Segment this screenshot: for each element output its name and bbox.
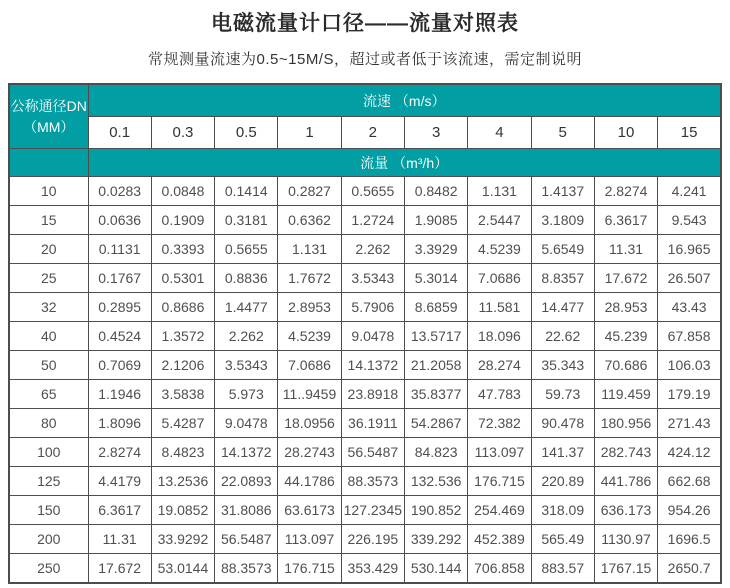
dn-value-cell: 125 (9, 467, 88, 496)
flow-value-cell: 88.3573 (341, 467, 404, 496)
flow-value-cell: 35.8377 (404, 380, 467, 409)
flow-value-cell: 318.09 (531, 496, 594, 525)
flow-value-cell: 2.8274 (594, 177, 657, 206)
flow-value-cell: 1.4137 (531, 177, 594, 206)
flow-value-cell: 28.274 (468, 351, 531, 380)
flow-value-cell: 9.543 (658, 206, 721, 235)
table-row (9, 322, 721, 351)
flow-value-cell: 0.3393 (151, 235, 214, 264)
flow-value-cell: 3.5838 (151, 380, 214, 409)
flow-value-cell: 113.097 (468, 438, 531, 467)
flow-value-cell: 23.8918 (341, 380, 404, 409)
flow-header-row (9, 149, 721, 177)
flow-value-cell: 1767.15 (594, 554, 657, 584)
flow-value-cell: 43.43 (658, 293, 721, 322)
dn-value-cell: 65 (9, 380, 88, 409)
dn-value-cell: 15 (9, 206, 88, 235)
flow-value-cell: 19.0852 (151, 496, 214, 525)
flow-value-cell: 1.8096 (88, 409, 151, 438)
table-row (9, 438, 721, 467)
flow-value-cell: 2.8953 (278, 293, 341, 322)
flow-value-cell: 0.0636 (88, 206, 151, 235)
flow-value-cell: 0.3181 (215, 206, 278, 235)
flow-value-cell: 3.1809 (531, 206, 594, 235)
flow-value-cell: 636.173 (594, 496, 657, 525)
flow-value-cell: 3.5343 (341, 264, 404, 293)
dn-value-cell: 50 (9, 351, 88, 380)
dn-value-cell: 40 (9, 322, 88, 351)
flow-value-cell: 44.1786 (278, 467, 341, 496)
flow-value-cell: 67.858 (658, 322, 721, 351)
flow-value-cell: 5.7906 (341, 293, 404, 322)
table-row (9, 351, 721, 380)
flow-value-cell: 28.2743 (278, 438, 341, 467)
flow-value-cell: 176.715 (278, 554, 341, 584)
flow-value-cell: 2.1206 (151, 351, 214, 380)
flow-value-cell: 0.1414 (215, 177, 278, 206)
flow-value-cell: 2.5447 (468, 206, 531, 235)
flow-value-cell: 0.5655 (215, 235, 278, 264)
flow-value-cell: 1.4477 (215, 293, 278, 322)
flow-value-cell: 5.6549 (531, 235, 594, 264)
flow-value-cell: 0.2895 (88, 293, 151, 322)
flow-value-cell: 141.37 (531, 438, 594, 467)
flow-value-cell: 190.852 (404, 496, 467, 525)
flow-header-spacer-cell (9, 149, 88, 177)
flow-value-cell: 5.3014 (404, 264, 467, 293)
flow-value-cell: 17.672 (88, 554, 151, 584)
dn-value-cell: 150 (9, 496, 88, 525)
velocity-value-cell: 15 (658, 117, 721, 149)
flow-value-cell: 88.3573 (215, 554, 278, 584)
flow-value-cell: 8.6859 (404, 293, 467, 322)
flow-value-cell: 132.536 (404, 467, 467, 496)
flow-value-cell: 0.5301 (151, 264, 214, 293)
flow-value-cell: 0.6362 (278, 206, 341, 235)
flow-value-cell: 0.8686 (151, 293, 214, 322)
flow-value-cell: 4.5239 (468, 235, 531, 264)
flow-value-cell: 53.0144 (151, 554, 214, 584)
flow-value-cell: 8.8357 (531, 264, 594, 293)
flow-value-cell: 11.581 (468, 293, 531, 322)
flow-value-cell: 954.26 (658, 496, 721, 525)
table-row (9, 525, 721, 554)
flow-value-cell: 0.0283 (88, 177, 151, 206)
flow-value-cell: 13.2536 (151, 467, 214, 496)
flow-value-cell: 1.3572 (151, 322, 214, 351)
table-row (9, 496, 721, 525)
flow-value-cell: 33.9292 (151, 525, 214, 554)
flow-value-cell: 54.2867 (404, 409, 467, 438)
flow-value-cell: 7.0686 (278, 351, 341, 380)
flow-value-cell: 84.823 (404, 438, 467, 467)
flow-value-cell: 339.292 (404, 525, 467, 554)
flow-value-cell: 127.2345 (341, 496, 404, 525)
flow-value-cell: 353.429 (341, 554, 404, 584)
table-row (9, 293, 721, 322)
dn-value-cell: 200 (9, 525, 88, 554)
velocity-header-cell: 流速 （m/s） (88, 84, 721, 117)
flow-value-cell: 14.477 (531, 293, 594, 322)
flow-value-cell: 179.19 (658, 380, 721, 409)
dn-value-cell: 250 (9, 554, 88, 584)
flow-value-cell: 59.73 (531, 380, 594, 409)
flow-value-cell: 56.5487 (341, 438, 404, 467)
dn-value-cell: 32 (9, 293, 88, 322)
flow-value-cell: 282.743 (594, 438, 657, 467)
flow-value-cell: 3.5343 (215, 351, 278, 380)
flow-value-cell: 176.715 (468, 467, 531, 496)
flow-value-cell: 254.469 (468, 496, 531, 525)
flow-value-cell: 6.3617 (88, 496, 151, 525)
velocity-value-cell: 0.5 (215, 117, 278, 149)
table-row (9, 235, 721, 264)
flow-value-cell: 9.0478 (215, 409, 278, 438)
flow-value-cell: 35.343 (531, 351, 594, 380)
flow-value-cell: 662.68 (658, 467, 721, 496)
flow-value-cell: 530.144 (404, 554, 467, 584)
flow-value-cell: 11..9459 (278, 380, 341, 409)
velocity-value-cell: 1 (278, 117, 341, 149)
table-row (9, 177, 721, 206)
flow-value-cell: 4.4179 (88, 467, 151, 496)
dn-value-cell: 20 (9, 235, 88, 264)
flow-value-cell: 13.5717 (404, 322, 467, 351)
flow-value-cell: 90.478 (531, 409, 594, 438)
flow-value-cell: 113.097 (278, 525, 341, 554)
flow-value-cell: 14.1372 (215, 438, 278, 467)
table-row (9, 264, 721, 293)
flow-value-cell: 22.0893 (215, 467, 278, 496)
table-row (9, 554, 721, 584)
velocity-value-cell: 0.1 (88, 117, 151, 149)
page-title: 电磁流量计口径——流量对照表 (211, 12, 519, 35)
flow-comparison-table (8, 83, 722, 584)
table-row (9, 380, 721, 409)
flow-value-cell: 2650.7 (658, 554, 721, 584)
flow-value-cell: 4.5239 (278, 322, 341, 351)
flow-value-cell: 18.0956 (278, 409, 341, 438)
flow-value-cell: 1.131 (278, 235, 341, 264)
velocity-value-cell: 0.3 (151, 117, 214, 149)
velocity-value-cell: 10 (594, 117, 657, 149)
dn-value-cell: 80 (9, 409, 88, 438)
flow-value-cell: 9.0478 (341, 322, 404, 351)
flow-value-cell: 47.783 (468, 380, 531, 409)
flow-value-cell: 0.1909 (151, 206, 214, 235)
flow-header-cell: 流量 （m³/h） (88, 149, 721, 177)
flow-value-cell: 16.965 (658, 235, 721, 264)
flow-value-cell: 1.9085 (404, 206, 467, 235)
dn-value-cell: 10 (9, 177, 88, 206)
flow-value-cell: 1.2724 (341, 206, 404, 235)
flow-value-cell: 8.4823 (151, 438, 214, 467)
flow-table-body (9, 84, 721, 583)
flow-value-cell: 22.62 (531, 322, 594, 351)
flow-value-cell: 17.672 (594, 264, 657, 293)
corner-header-line1: 公称通径DN (10, 98, 87, 115)
flow-value-cell: 56.5487 (215, 525, 278, 554)
flow-value-cell: 3.3929 (404, 235, 467, 264)
velocity-values-row (9, 117, 721, 149)
flow-value-cell: 424.12 (658, 438, 721, 467)
flow-value-cell: 2.262 (341, 235, 404, 264)
table-row (9, 409, 721, 438)
velocity-value-cell: 5 (531, 117, 594, 149)
flow-value-cell: 18.096 (468, 322, 531, 351)
velocity-value-cell: 2 (341, 117, 404, 149)
flow-value-cell: 4.241 (658, 177, 721, 206)
flow-value-cell: 63.6173 (278, 496, 341, 525)
flow-value-cell: 220.89 (531, 467, 594, 496)
flow-value-cell: 6.3617 (594, 206, 657, 235)
flow-value-cell: 2.8274 (88, 438, 151, 467)
flow-value-cell: 1696.5 (658, 525, 721, 554)
flow-value-cell: 70.686 (594, 351, 657, 380)
flow-value-cell: 1.131 (468, 177, 531, 206)
velocity-header-row (9, 84, 721, 117)
flow-value-cell: 106.03 (658, 351, 721, 380)
flow-value-cell: 1.1946 (88, 380, 151, 409)
velocity-value-cell: 4 (468, 117, 531, 149)
flow-value-cell: 119.459 (594, 380, 657, 409)
flow-value-cell: 883.57 (531, 554, 594, 584)
flow-value-cell: 36.1911 (341, 409, 404, 438)
velocity-value-cell: 3 (404, 117, 467, 149)
flow-value-cell: 45.239 (594, 322, 657, 351)
flow-value-cell: 7.0686 (468, 264, 531, 293)
flow-value-cell: 14.1372 (341, 351, 404, 380)
flow-value-cell: 706.858 (468, 554, 531, 584)
flow-value-cell: 0.0848 (151, 177, 214, 206)
flow-value-cell: 0.1131 (88, 235, 151, 264)
flow-value-cell: 21.2058 (404, 351, 467, 380)
flow-value-cell: 11.31 (594, 235, 657, 264)
flow-value-cell: 441.786 (594, 467, 657, 496)
flow-value-cell: 0.8836 (215, 264, 278, 293)
flow-value-cell: 5.4287 (151, 409, 214, 438)
flow-value-cell: 0.8482 (404, 177, 467, 206)
flow-value-cell: 452.389 (468, 525, 531, 554)
flow-value-cell: 0.1767 (88, 264, 151, 293)
flow-value-cell: 0.7069 (88, 351, 151, 380)
flow-value-cell: 0.2827 (278, 177, 341, 206)
corner-header-line2: （MM） (23, 118, 75, 135)
dn-value-cell: 100 (9, 438, 88, 467)
flow-value-cell: 26.507 (658, 264, 721, 293)
flow-value-cell: 11.31 (88, 525, 151, 554)
dn-value-cell: 25 (9, 264, 88, 293)
flow-value-cell: 5.973 (215, 380, 278, 409)
page-subtitle: 常规测量流速为0.5~15M/S，超过或者低于该流速，需定制说明 (148, 51, 582, 68)
flow-value-cell: 226.195 (341, 525, 404, 554)
flow-value-cell: 180.956 (594, 409, 657, 438)
table-row (9, 206, 721, 235)
flow-value-cell: 28.953 (594, 293, 657, 322)
flow-value-cell: 1130.97 (594, 525, 657, 554)
table-row (9, 467, 721, 496)
flow-value-cell: 0.4524 (88, 322, 151, 351)
flow-value-cell: 565.49 (531, 525, 594, 554)
flow-value-cell: 72.382 (468, 409, 531, 438)
flow-value-cell: 0.5655 (341, 177, 404, 206)
flow-value-cell: 2.262 (215, 322, 278, 351)
flow-value-cell: 31.8086 (215, 496, 278, 525)
flow-value-cell: 271.43 (658, 409, 721, 438)
flow-value-cell: 1.7672 (278, 264, 341, 293)
corner-header-cell (9, 84, 88, 149)
